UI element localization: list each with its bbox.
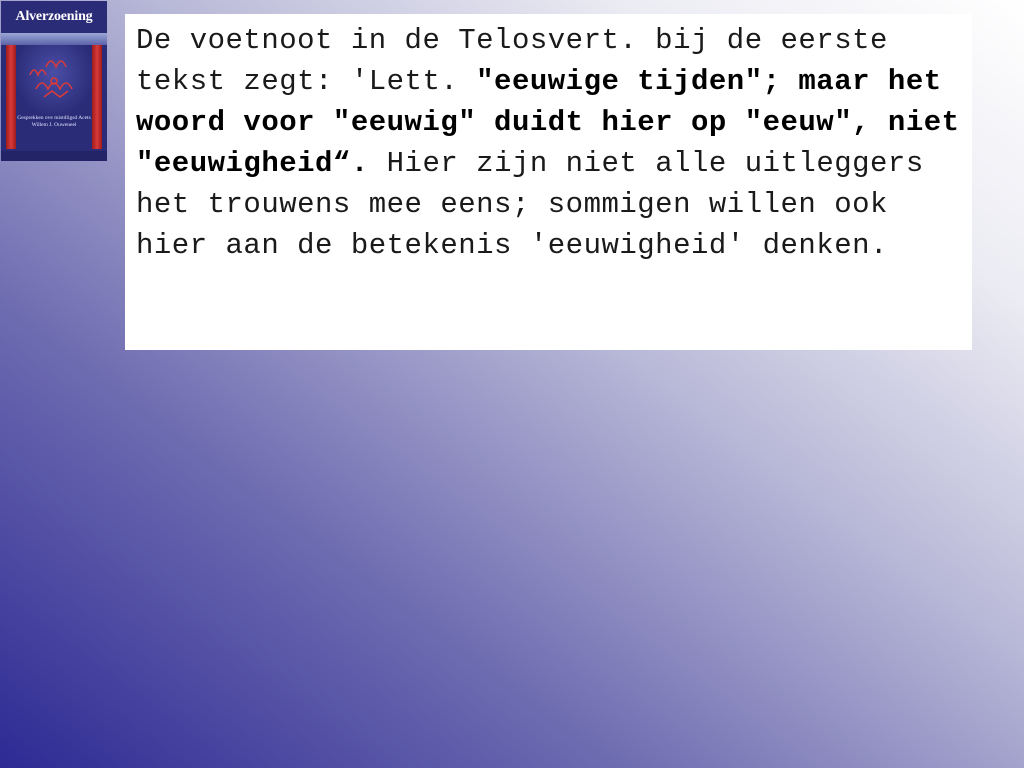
stage-illustration [16, 45, 92, 115]
quote-text-box [125, 14, 972, 350]
quote-paragraph [136, 20, 962, 266]
quote-text-normal-end: Hier zijn niet alle uitleggers het trouwens mee eens; sommigen willen ook hier aan de betekenis 'eeuwigheid' denken. [136, 147, 924, 262]
book-cover-image [1, 1, 107, 161]
stage-figures-icon [16, 45, 92, 115]
quote-text-bold: "eeuwige tijden"; maar het woord voor "eeuwig" duidt hier op "eeuw", niet "eeuwigheid“. [136, 65, 960, 180]
book-author: Willem J. Ouweneel [31, 122, 77, 128]
book-subtitle [15, 115, 93, 129]
book-bottom-band [1, 151, 107, 161]
book-band [1, 33, 107, 45]
curtain-right [92, 45, 102, 149]
book-subtitle-line1: Gesprekken ove mistdligsd Acets [17, 115, 91, 121]
quote-text-normal-start: De voetnoot in de Telosvert. bij de eerste tekst zegt: 'Lett. [136, 24, 888, 98]
curtain-left [6, 45, 16, 149]
book-title: Alverzoening [15, 9, 93, 24]
